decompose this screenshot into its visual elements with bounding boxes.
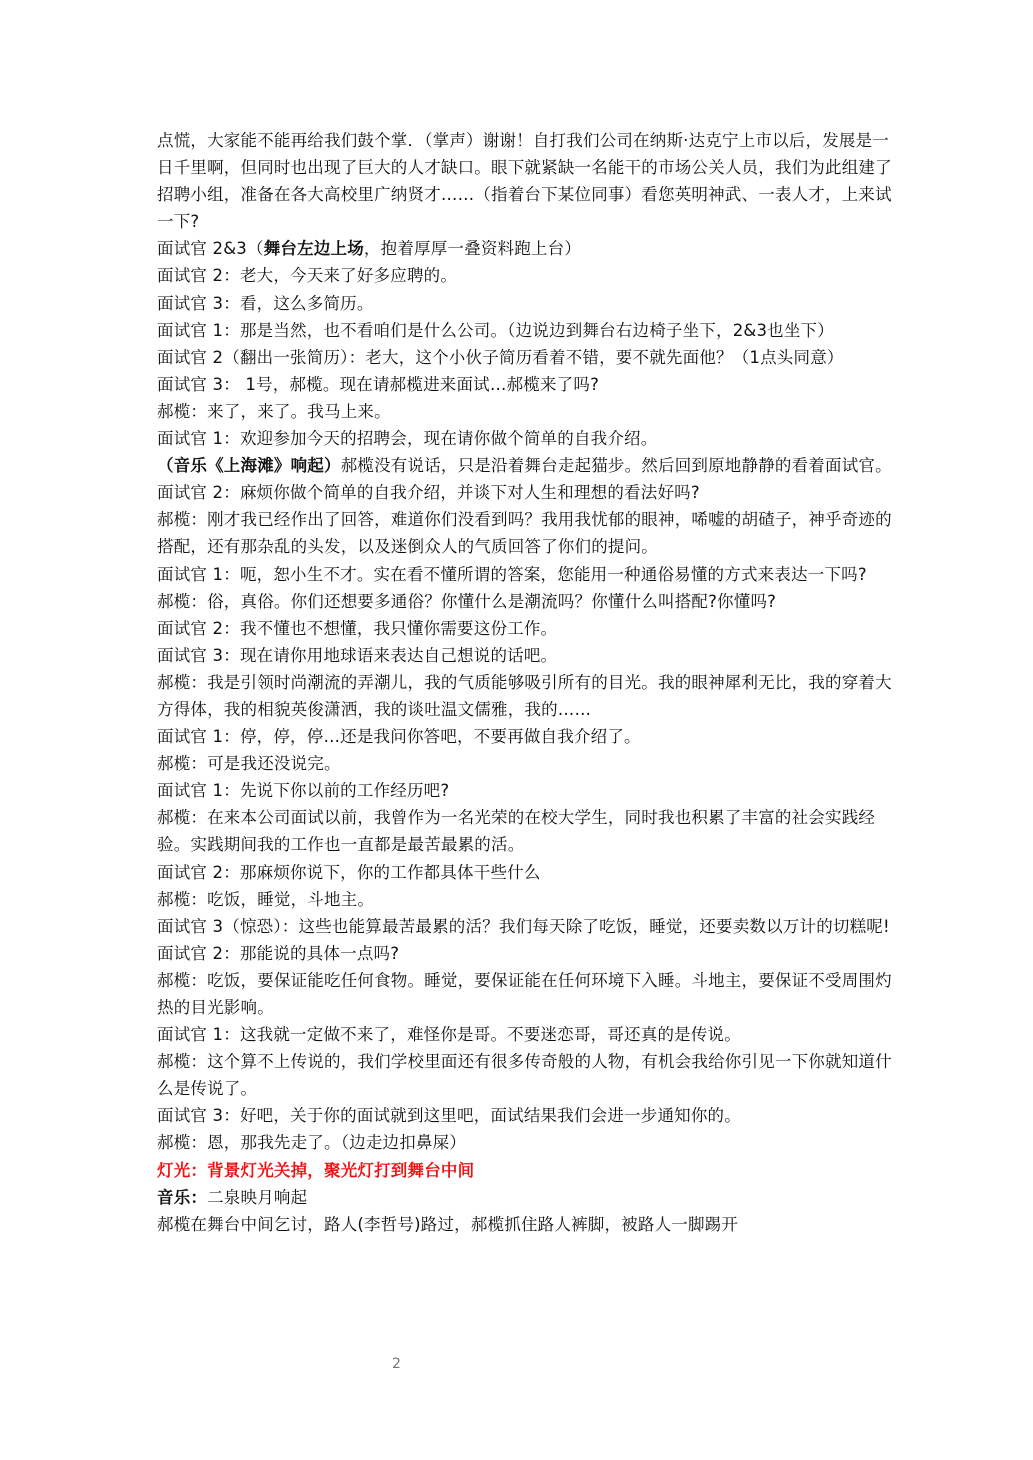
line-text: ，抱着厚厚一叠资料跑上台） [363,239,582,259]
line-text: 面试官 2：那麻烦你说下，你的工作都具体干些什么 [157,862,541,882]
line-text: 面试官 2（翻出一张简历）：老大，这个小伙子简历看着不错，要不就先面他？（1点头同意） [157,347,844,367]
line-text: 面试官 2：我不懂也不想懂，我只懂你需要这份工作。 [157,618,558,638]
script-line [157,777,897,804]
script-line [157,425,897,452]
line-text: 郝榄：吃饭，睡觉，斗地主。 [157,889,375,909]
line-text: 面试官 1：停，停，停…还是我问你答吧，不要再做自我介绍了。 [157,727,641,747]
page-number-text: 2 [392,1356,401,1372]
script-line [157,1021,897,1048]
line-text: 面试官 1：欢迎参加今天的招聘会，现在请你做个简单的自我介绍。 [157,429,658,449]
stage-direction-bold: 舞台左边上场 [263,239,364,259]
line-text: 面试官 3： 1号，郝榄。现在请郝榄进来面试…郝榄来了吗? [157,374,600,394]
script-line [157,1184,897,1211]
script-line [157,1048,897,1102]
line-text: 面试官 2：麻烦你做个简单的自我介绍，并谈下对人生和理想的看法好吗? [157,483,700,503]
line-text: 郝榄：来了，来了。我马上来。 [157,401,391,421]
script-line [157,371,897,398]
stage-direction-bold: （音乐《上海滩》响起） [157,456,341,476]
script-line [157,750,897,777]
script-line [157,723,897,750]
line-text: 郝榄：吃饭，要保证能吃任何食物。睡觉，要保证能在任何环境下入睡。斗地主，要保证不受周围灼热的目光影响。 [157,970,892,1017]
line-text: 郝榄：在来本公司面试以前，我曾作为一名光荣的在校大学生，同时我也积累了丰富的社会实践经验。实践期间我的工作也一直都是最苦最累的活。 [157,808,876,855]
script-line [157,859,897,886]
line-text: 面试官 1：这我就一定做不来了，难怪你是哥。不要迷恋哥，哥还真的是传说。 [157,1025,741,1045]
script-line [157,344,897,371]
line-text: 面试官 3：看，这么多简历。 [157,293,374,313]
line-text: 郝榄没有说话，只是沿着舞台走起猫步。然后回到原地静静的看着面试官。 [340,456,892,476]
script-line [157,804,897,858]
script-line [157,506,897,560]
script-line [157,398,897,425]
line-text: 二泉映月响起 [207,1187,308,1207]
line-text: 郝榄：这个算不上传说的，我们学校里面还有很多传奇般的人物，有机会我给你引见一下你就知道什么是传说了。 [157,1052,892,1099]
script-line [157,886,897,913]
line-text: 点慌，大家能不能再给我们鼓个掌．（掌声）谢谢！自打我们公司在纳斯·达克宁上市以后，发展是一日千里啊，但同时也出现了巨大的人才缺口。眼下就紧缺一名能干的市场公关人员，我们为此组建了招聘小组，准备在各大高校里广纳贤才……（指着台下某位同事）看您英明神武、一表人才，上来试一下? [157,131,892,232]
script-line [157,479,897,506]
script-line [157,588,897,615]
stage-direction-bold: 音乐： [157,1187,208,1207]
line-text: 面试官 3：好吧，关于你的面试就到这里吧，面试结果我们会进一步通知你的。 [157,1106,741,1126]
script-line [157,452,897,479]
stage-direction-highlight: 灯光：背景灯光关掉，聚光灯打到舞台中间 [157,1160,475,1180]
script-line [157,290,897,317]
line-text: 面试官 1：呃，恕小生不才。实在看不懂所谓的答案，您能用一种通俗易懂的方式来表达一下吗? [157,564,867,584]
line-text: 面试官 3：现在请你用地球语来表达自己想说的话吧。 [157,645,558,665]
line-text: 面试官 3（惊恐）：这些也能算最苦最累的活？我们每天除了吃饭，睡觉，还要卖数以万计的切糕呢! [157,916,890,936]
script-line [157,127,897,235]
script-text-body [157,127,897,1238]
line-text: 面试官 2：那能说的具体一点吗? [157,943,400,963]
script-line [157,1157,897,1184]
script-line [157,913,897,940]
script-line [157,940,897,967]
line-text: 郝榄：我是引领时尚潮流的弄潮儿，我的气质能够吸引所有的目光。我的眼神犀利无比，我的穿着大方得体，我的相貌英俊潇洒，我的谈吐温文儒雅，我的…… [157,672,892,719]
script-line [157,669,897,723]
line-text: 郝榄：俗，真俗。你们还想要多通俗？你懂什么是潮流吗？你懂什么叫搭配?你懂吗? [157,591,777,611]
line-text: 郝榄：可是我还没说完。 [157,754,341,774]
script-line [157,1102,897,1129]
script-line [157,1211,897,1238]
line-text: 面试官 1：先说下你以前的工作经历吧? [157,781,450,801]
line-text: 面试官 1：那是当然，也不看咱们是什么公司。（边说边到舞台右边椅子坐下，2&3也坐下） [157,320,834,340]
line-text: 郝榄：恩，那我先走了。（边走边扣鼻屎） [157,1133,467,1153]
script-line [157,967,897,1021]
line-text: 郝榄：刚才我已经作出了回答，难道你们没看到吗？我用我忧郁的眼神，唏嘘的胡碴子，神乎奇迹的搭配，还有那杂乱的头发，以及迷倒众人的气质回答了你们的提问。 [157,510,892,557]
script-line [157,561,897,588]
script-line [157,317,897,344]
line-text: 面试官 2&3（ [157,239,264,259]
line-text: 面试官 2：老大，今天来了好多应聘的。 [157,266,458,286]
page-number [0,1356,1033,1372]
script-line [157,642,897,669]
script-line [157,262,897,289]
script-line [157,235,897,262]
script-line [157,1129,897,1156]
script-line [157,615,897,642]
line-text: 郝榄在舞台中间乞讨，路人(李哲号)路过，郝榄抓住路人裤脚，被路人一脚踢开 [157,1214,739,1234]
